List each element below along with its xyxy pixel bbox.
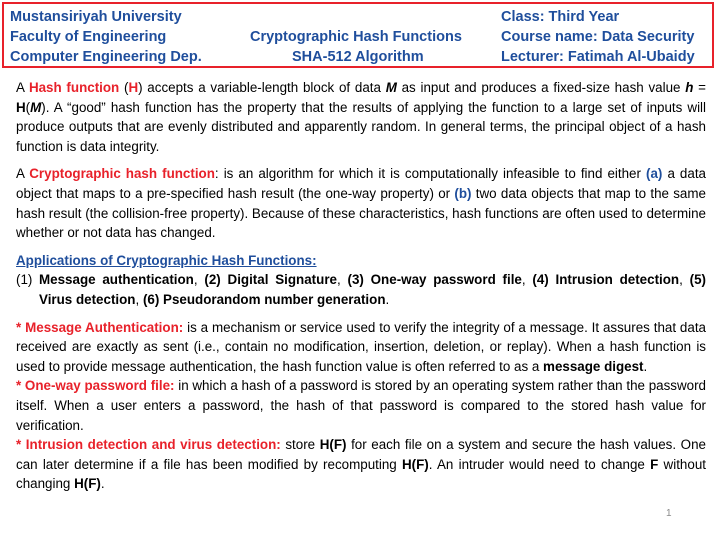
- text-run: is a mechanism or service used to verify the integrity of a message. It assures that data received are exactly as sent (i.e., contain no modification, insertion, deletion, or replay). When a hash function is used to provide message authentication, the hash function value is often referred to as a: [16, 319, 706, 374]
- separator: ,: [135, 291, 143, 307]
- symbol-hf: H(F): [401, 456, 429, 472]
- text-run: =: [693, 80, 706, 95]
- department-name: Computer Engineering Dep.: [10, 49, 202, 65]
- text-run: ) accepts a variable-length block of data: [138, 80, 386, 95]
- symbol-h: H: [128, 80, 139, 95]
- application-item: (5) Virus detection: [39, 272, 707, 307]
- application-item: (6) Pseudorandom number generation: [142, 291, 386, 307]
- symbol-hash-fn: H: [16, 99, 26, 115]
- lecturer-name: Lecturer: Fatimah Al-Ubaidy: [501, 49, 695, 65]
- intrusion-detection-paragraph: [16, 435, 706, 494]
- text-run: without changing: [16, 456, 706, 492]
- symbol-f: F: [650, 456, 659, 472]
- term-cryptographic-hash: Cryptographic hash function: [29, 166, 215, 182]
- text-run: a data object that maps to a pre-specified hash result (the one-way property) or: [16, 166, 706, 201]
- algorithm-name: SHA-512 Algorithm: [292, 49, 424, 65]
- header-box: [2, 2, 714, 68]
- text-run: . An intruder would need to change: [428, 456, 651, 472]
- text-run: in which a hash of a password is stored by an operating system rather than the password itself. When a user enters a password, the hash of that password is compared to the stored hash value for verification.: [16, 378, 707, 433]
- application-item: Message authentication: [39, 272, 194, 288]
- symbol-m: M: [30, 99, 42, 115]
- cryptographic-hash-definition: [16, 164, 706, 242]
- applications-list: [16, 270, 706, 309]
- option-a: (a): [646, 166, 663, 182]
- symbol-hash-value: h: [685, 80, 694, 95]
- bullet-star: *: [16, 319, 22, 335]
- text-run: (: [25, 99, 31, 115]
- page-number: 1: [666, 508, 672, 519]
- option-b: (b): [454, 185, 472, 201]
- hash-function-definition: [16, 78, 706, 156]
- symbol-hf: H(F): [319, 437, 347, 453]
- text-run: ). A “good” hash function has the property that the results of applying the function to a large set of inputs will produce outputs that are evenly distributed and apparently random. In general terms, the principal object of a hash function is data integrity.: [16, 99, 706, 154]
- application-item: (4) Intrusion detection: [532, 272, 680, 288]
- text-run: : is an algorithm for which it is computationally infeasible to find either: [214, 166, 647, 182]
- text-run: A: [16, 80, 29, 95]
- text-run: .: [643, 358, 648, 374]
- university-name: Mustansiriyah University: [10, 9, 182, 25]
- lecture-topic: Cryptographic Hash Functions: [250, 29, 462, 45]
- symbol-m: M: [385, 80, 397, 95]
- message-authentication-paragraph: [16, 318, 706, 377]
- separator: ,: [521, 272, 533, 288]
- separator: ,: [193, 272, 205, 288]
- class-year: Class: Third Year: [501, 9, 620, 25]
- separator: .: [385, 291, 390, 307]
- applications-title: Applications of Cryptographic Hash Functions:: [16, 252, 317, 268]
- term-one-way-password: * One-way password file:: [16, 378, 175, 394]
- faculty-name: Faculty of Engineering: [10, 29, 167, 45]
- term-intrusion-detection: * Intrusion detection and virus detection:: [16, 437, 281, 453]
- separator: ,: [679, 272, 690, 288]
- text-run: two data objects that map to the same hash result (the collision-free property). Because of these characteristics, hash functions are often used to determine whether or not data has changed.: [16, 185, 706, 241]
- application-item: (3) One-way password file: [347, 272, 522, 288]
- text-run: .: [100, 476, 105, 492]
- term-message-digest: message digest: [543, 358, 644, 374]
- course-name: Course name: Data Security: [501, 29, 695, 45]
- text-run: as input and produces a fixed-size hash value: [396, 80, 686, 95]
- applications-heading: [16, 251, 706, 271]
- text-run: for each file on a system and secure the hash values. One can later determine if a file has been modified by recomputing: [16, 437, 706, 472]
- text-run: store: [280, 437, 320, 453]
- term-message-authentication: Message Authentication:: [21, 319, 184, 335]
- text-run: A: [16, 166, 30, 182]
- symbol-hf: H(F): [74, 476, 101, 492]
- application-item: (2) Digital Signature: [204, 272, 337, 288]
- text-run: (: [119, 80, 129, 95]
- separator: ,: [336, 272, 348, 288]
- term-hash-function: Hash function: [28, 80, 120, 95]
- slide-body: [16, 78, 706, 494]
- password-file-paragraph: [16, 376, 706, 435]
- list-number: (1): [16, 272, 33, 288]
